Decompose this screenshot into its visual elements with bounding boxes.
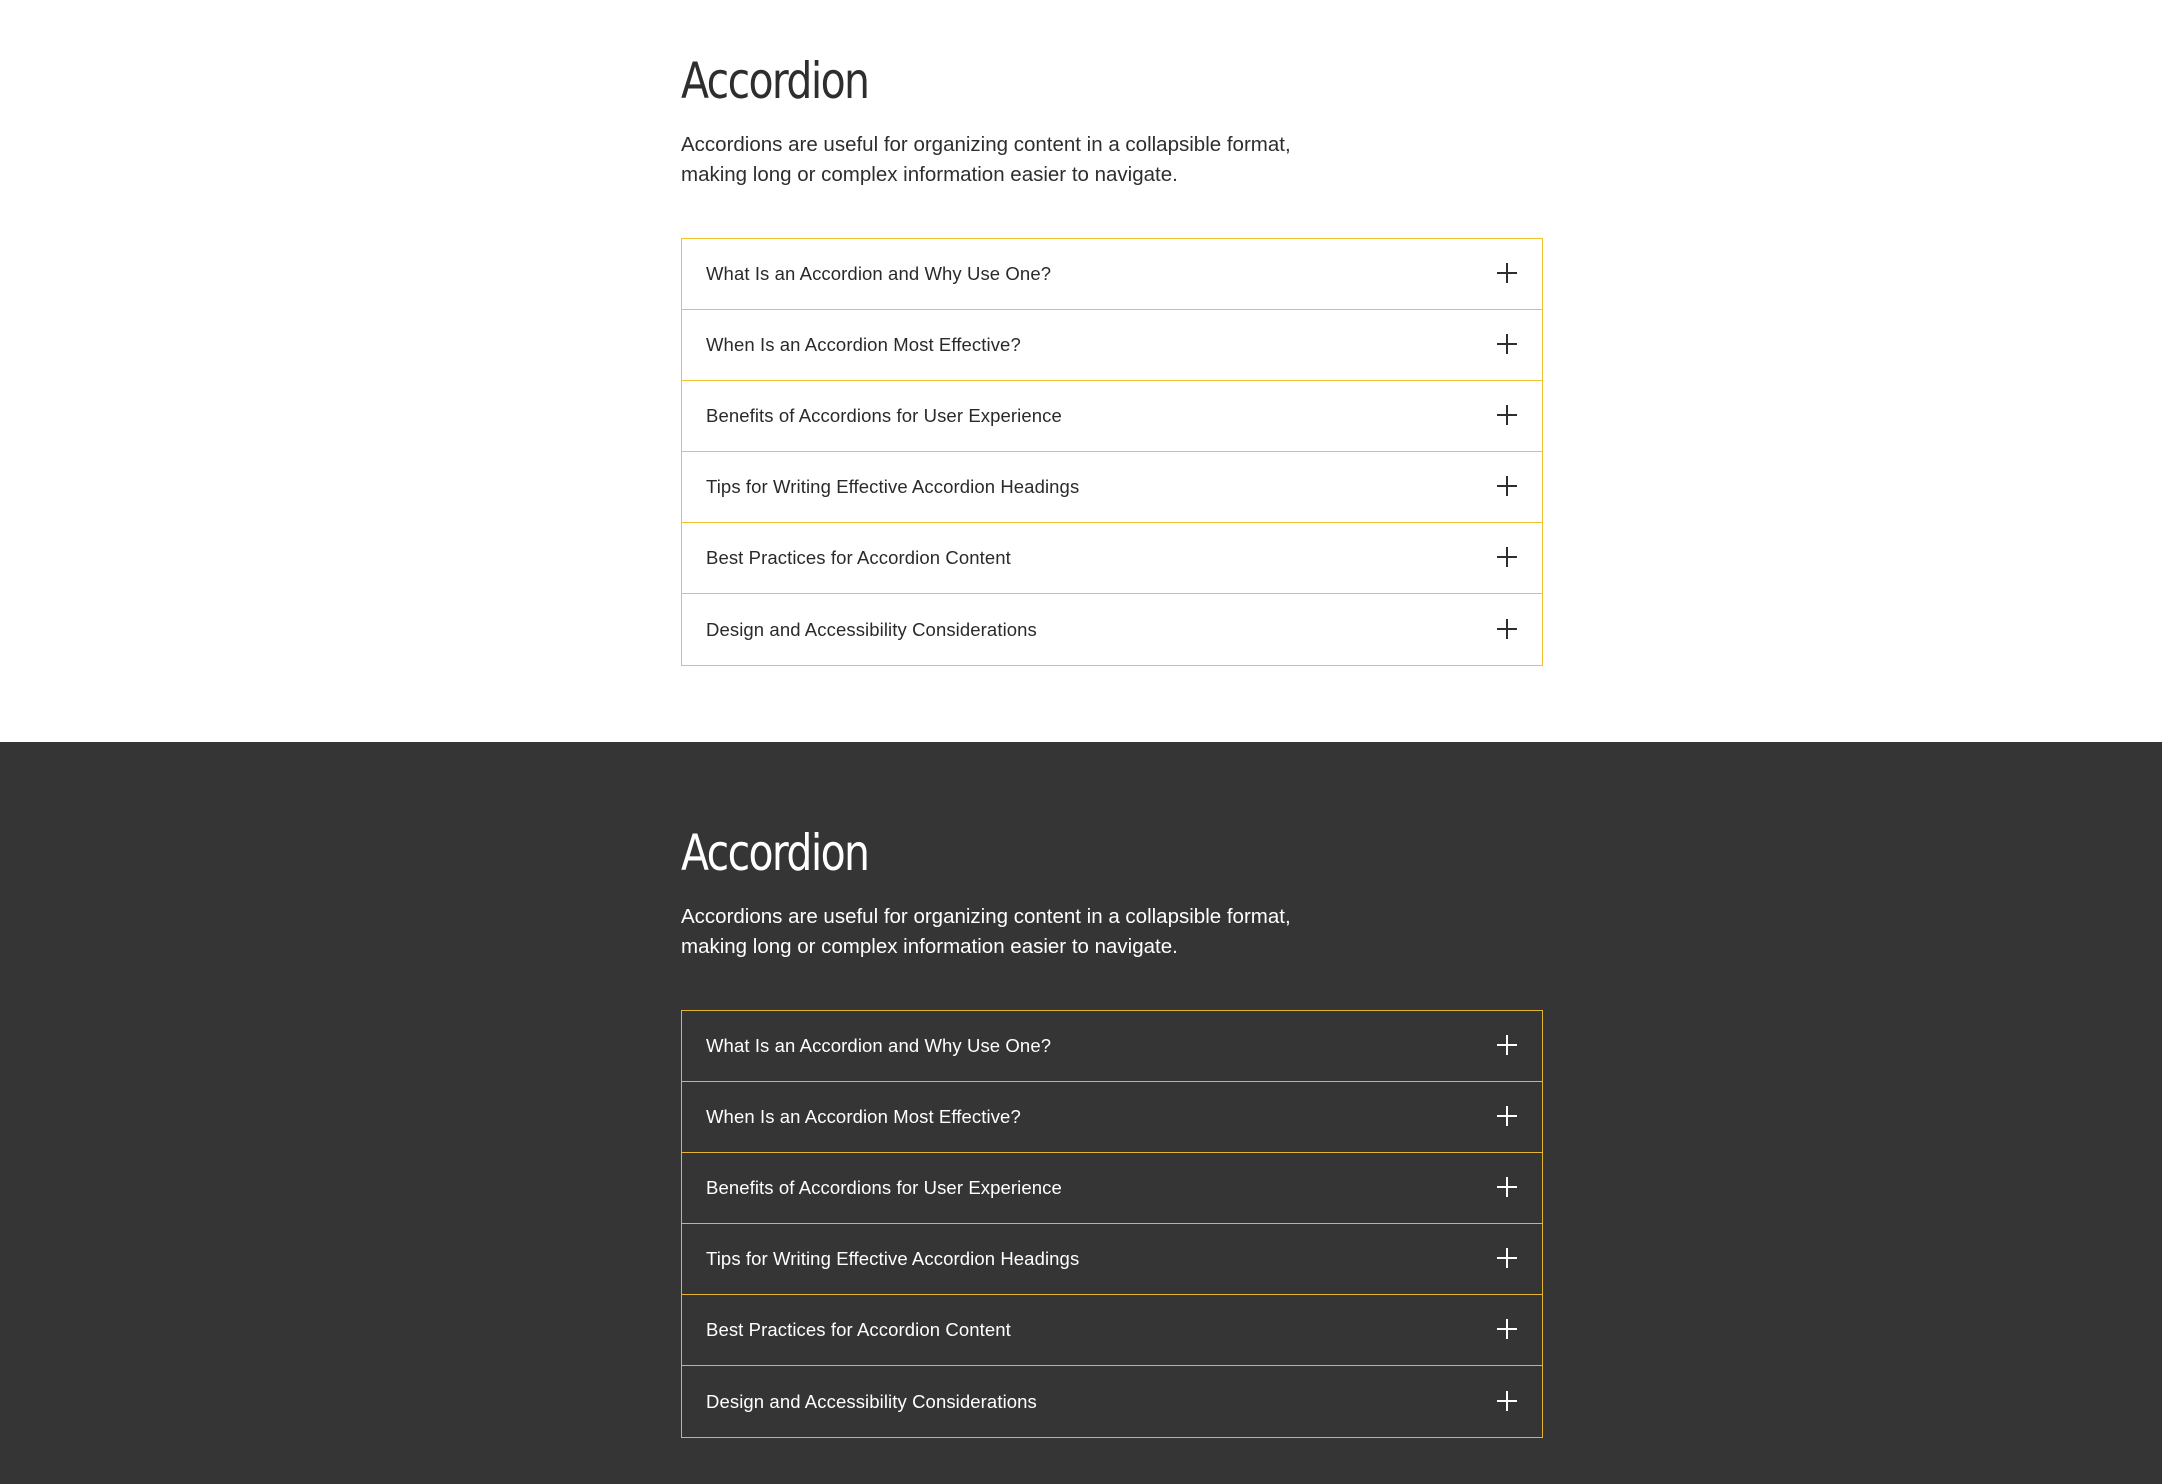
plus-icon[interactable] <box>1497 405 1517 425</box>
accordion-item-label: Benefits of Accordions for User Experience <box>706 1177 1062 1198</box>
plus-icon[interactable] <box>1497 1177 1517 1197</box>
accordion-item-best-practices[interactable] <box>682 523 1542 594</box>
section-content <box>681 824 1543 1438</box>
plus-icon[interactable] <box>1497 263 1517 283</box>
accordion-item-label: What Is an Accordion and Why Use One? <box>706 1035 1052 1056</box>
accordion-item-what-is[interactable] <box>682 239 1542 310</box>
accordion <box>681 1010 1543 1438</box>
accordion-item-label: Best Practices for Accordion Content <box>706 1319 1011 1340</box>
accordion-item-what-is[interactable] <box>682 1011 1542 1082</box>
accordion-item-label: When Is an Accordion Most Effective? <box>706 334 1021 355</box>
section-title: Accordion <box>681 824 869 882</box>
section-description: Accordions are useful for organizing content in a collapsible format, making long or complex information easier to navigate. <box>681 133 1291 186</box>
accordion-item-label: When Is an Accordion Most Effective? <box>706 1106 1021 1127</box>
section-content <box>681 52 1543 666</box>
accordion-item-label: Design and Accessibility Considerations <box>706 1390 1037 1412</box>
plus-icon[interactable] <box>1497 547 1517 567</box>
accordion-item-benefits[interactable] <box>682 381 1542 452</box>
accordion-item-label: Best Practices for Accordion Content <box>706 547 1011 568</box>
accordion-section-dark <box>0 742 2162 1484</box>
accordion-item-label: Tips for Writing Effective Accordion Headings <box>706 476 1080 497</box>
accordion-item-tips[interactable] <box>682 1224 1542 1295</box>
accordion-item-design-accessibility[interactable] <box>682 1366 1542 1437</box>
accordion-item-when-effective[interactable] <box>682 310 1542 381</box>
accordion-item-label: Tips for Writing Effective Accordion Headings <box>706 1248 1080 1269</box>
section-description: Accordions are useful for organizing content in a collapsible format, making long or complex information easier to navigate. <box>681 905 1291 958</box>
accordion-item-benefits[interactable] <box>682 1153 1542 1224</box>
plus-icon[interactable] <box>1497 1391 1517 1411</box>
plus-icon[interactable] <box>1497 1248 1517 1268</box>
accordion-item-label: What Is an Accordion and Why Use One? <box>706 263 1052 284</box>
accordion-item-when-effective[interactable] <box>682 1082 1542 1153</box>
plus-icon[interactable] <box>1497 334 1517 354</box>
plus-icon[interactable] <box>1497 1035 1517 1055</box>
accordion-item-label: Benefits of Accordions for User Experience <box>706 405 1062 426</box>
accordion-item-best-practices[interactable] <box>682 1295 1542 1366</box>
accordion-item-design-accessibility[interactable] <box>682 594 1542 665</box>
accordion-item-label: Design and Accessibility Considerations <box>706 618 1037 640</box>
plus-icon[interactable] <box>1497 1106 1517 1126</box>
plus-icon[interactable] <box>1497 1319 1517 1339</box>
plus-icon[interactable] <box>1497 476 1517 496</box>
accordion <box>681 238 1543 666</box>
plus-icon[interactable] <box>1497 619 1517 639</box>
accordion-item-tips[interactable] <box>682 452 1542 523</box>
section-title: Accordion <box>681 52 869 110</box>
